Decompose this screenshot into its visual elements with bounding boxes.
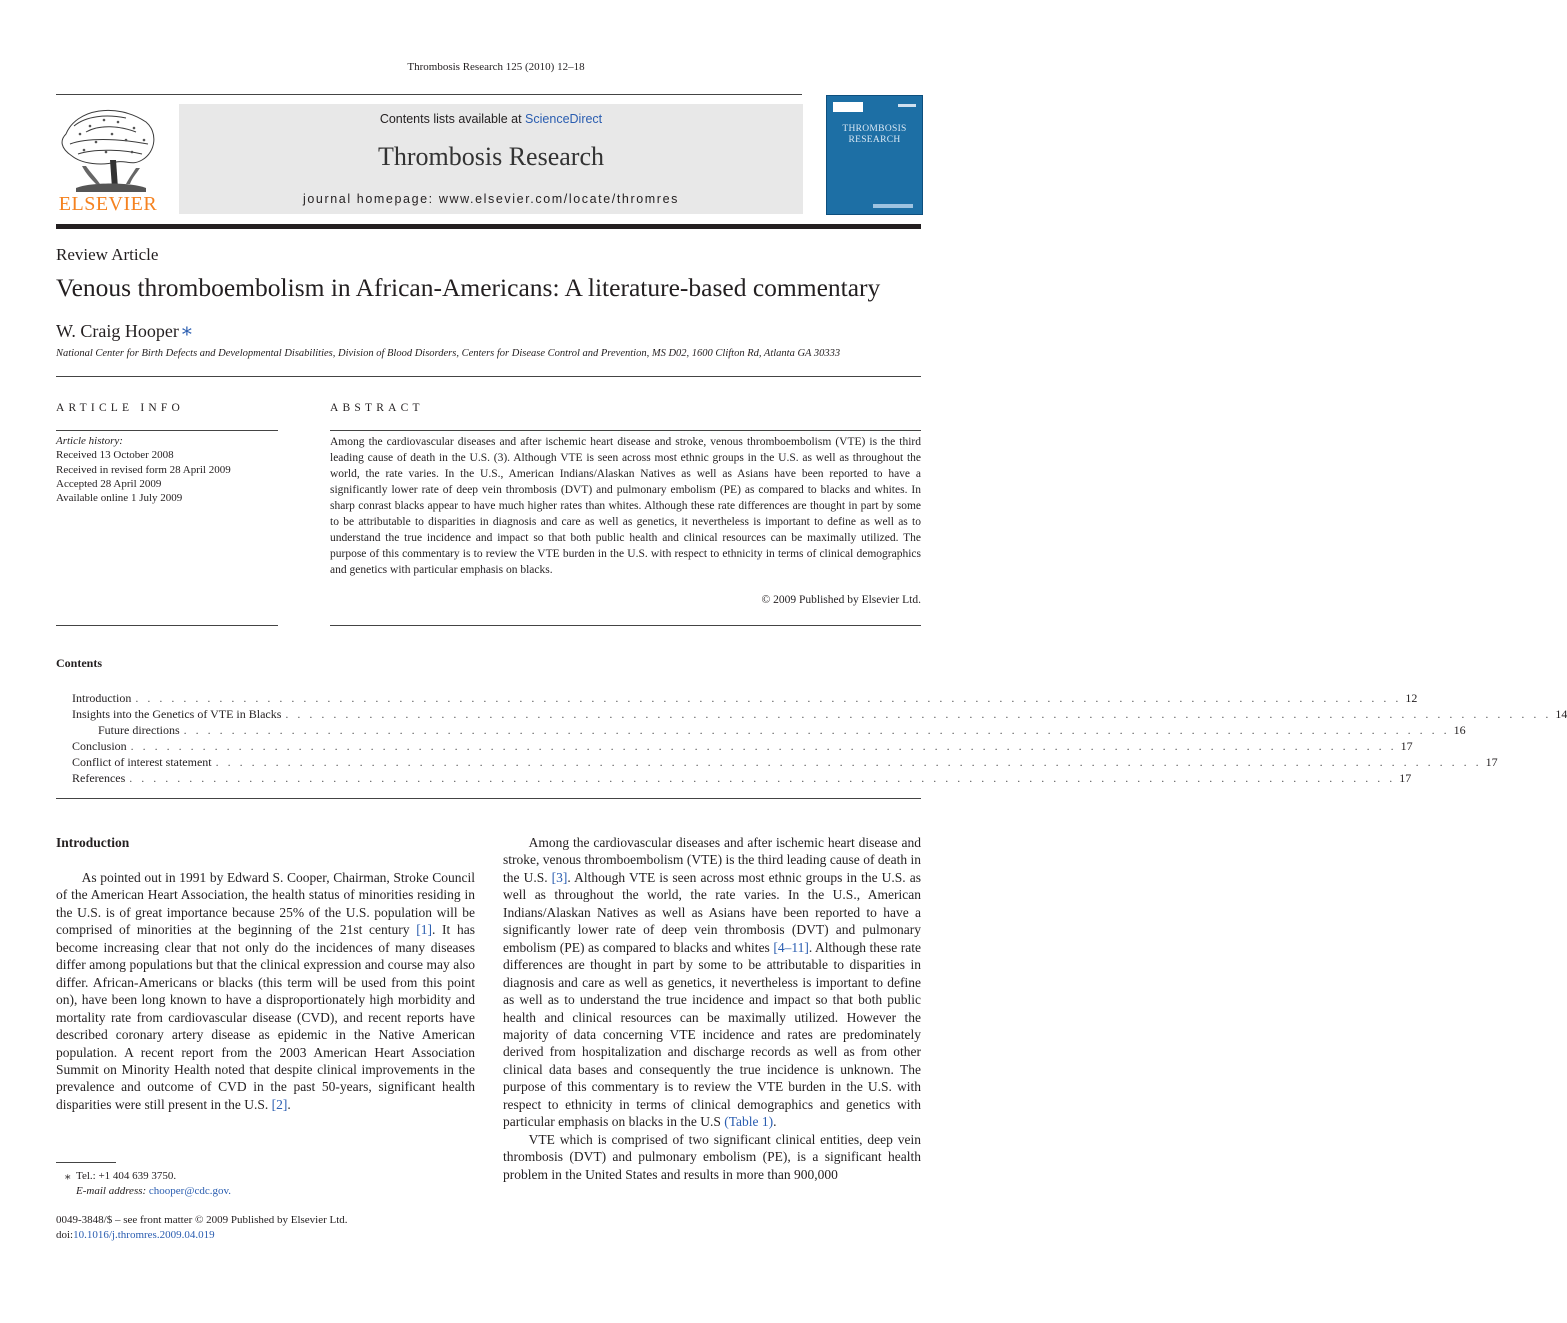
citation-link[interactable]: [1] (416, 922, 432, 938)
toc-leader: . . . . . . . . . . . . . . . . . . . . . . . . . . . . . . . . . . . . . . . . . . . . . . . . . . . . . . . . . . . . . . . . . . . . . . . . . . . . . . . . . . . . . . . . . . . . . . . . . . . . . . . . . . (130, 739, 1397, 753)
abstract-heading: ABSTRACT (330, 402, 424, 414)
journal-cover-thumbnail[interactable] (826, 95, 923, 215)
contents-bottom-rule (56, 798, 921, 799)
footnote-rule (56, 1162, 116, 1163)
article-type: Review Article (56, 245, 159, 264)
cover-footer-mark (873, 204, 913, 208)
abstract-text: Among the cardiovascular diseases and after ischemic heart disease and stroke, venous thromboembolism (VTE) is the third leading cause of death in the U.S. (3). Although VTE is seen across most ethnic groups in the U.S. as well as throughout the world, the rate varies. In the U.S., American Indians/Alaskan Natives as well as Asians have been reported to have a significantly lower rate of deep vein thrombosis (DVT) and pulmonary embolism (PE) as compared to blacks and whites. In sharp conrast blacks appear to have much higher rates than whites. Although these rate differences are thought in part by some to be attributable to disparities in diagnosis and care as well as genetics, it nevertheless is important to define as well as to understand the true incidence and impact so that both public health and clinical resources can be maximally utilized. The purpose of this commentary is to review the VTE burden in the U.S. with respect to ethnicity in terms of clinical demographics and genetics with particular emphasis on blacks. (330, 436, 921, 576)
abstract-bottom-rule (330, 625, 921, 626)
citation-link[interactable]: [2] (271, 1096, 288, 1112)
citation-link[interactable]: [4–11] (773, 939, 809, 955)
intro-paragraphs-right: Among the cardiovascular diseases and after ischemic heart disease and stroke, venous thromboembolism (VTE) is the third leading cause of death in the U.S. [3]. Although VTE is seen across most ethnic groups in the U.S. as well as throughout the world, the rate varies. In the U.S., American Indians/Alaskan Natives as well as Asians have been reported to have a significantly lower rate of deep vein thrombosis (DVT) and pulmonary embolism (PE) as compared to blacks and whites [4–11]. Although these rate differences are thought in part by some to be attributable to disparities in diagnosis and care as well as genetics, it nevertheless is important to define as well as to understand the true incidence and impact so that both public health and clinical resources can be maximally utilized. However the majority of data concerning VTE incidence and rates are predominately derived from hospitalization and discharge records as well as from other clinical data bases and consequently the true incidence is unknown. The purpose of this commentary is to review the VTE burden in the U.S. with respect to ethnicity in terms of clinical demographics and genetics with particular emphasis on blacks in the U.S (Table 1). VTE which is comprised of two significant clinical entities, deep vein thrombosis (DVT) and pulmonary embolism (PE), is a significant health problem in the United States and results in more than 900,000 (503, 835, 922, 1182)
header-rule (56, 94, 802, 95)
table-link[interactable]: (Table 1) (724, 1114, 774, 1130)
corresponding-author-mark[interactable]: ⁎ (181, 318, 192, 340)
abstract-rule (330, 430, 921, 431)
toc-leader: . . . . . . . . . . . . . . . . . . . . . . . . . . . . . . . . . . . . . . . . . . . . . . . . . . . . . . . . . . . . . . . . . . . . . . . . . . . . . . . . . . . . . . . . . . . . . . . . . . . . . . . . . . (129, 771, 1396, 785)
toc-entry-future-directions[interactable]: Future directions . . . . . . . . . . . . . . . . . . . . . . . . . . . . . . . . . . . . . . . . . . . . . . . . . . . . . . . . . . . . . . . . . . . . . . . . . . . . . . . . . . . . . . . . . . . . . . . . . . . . . . . . . . 16 (98, 723, 1466, 737)
sciencedirect-link[interactable]: ScienceDirect (525, 112, 603, 126)
article-info-rule (56, 430, 278, 431)
history-label: Article history: (56, 435, 123, 447)
corresponding-author-footnote: ⁎ Tel.: +1 404 639 3750. E-mail address: chooper@cdc.gov. (65, 1170, 232, 1197)
author-affiliation: National Center for Birth Defects and Developmental Disabilities, Division of Blood Disorders, Centers for Disease Control and Prevention, MS D02, 1600 Clifton Rd, Atlanta GA 30333 (56, 348, 841, 359)
toc-entry-genetics[interactable]: Insights into the Genetics of VTE in Blacks . . . . . . . . . . . . . . . . . . . . . . . . . . . . . . . . . . . . . . . . . . . . . . . . . . . . . . . . . . . . . . . . . . . . . . . . . . . . . . . . . . . . . . . . . . . . . . . . . . . . . . . . . . 14 (72, 707, 1567, 721)
toc-leader: . . . . . . . . . . . . . . . . . . . . . . . . . . . . . . . . . . . . . . . . . . . . . . . . . . . . . . . . . . . . . . . . . . . . . . . . . . . . . . . . . . . . . . . . . . . . . . . . . . . . . . . . . . (135, 691, 1402, 705)
article-history (56, 434, 231, 505)
intro-paragraph-left: As pointed out in 1991 by Edward S. Cooper, Chairman, Stroke Council of the American Heart Association, the health status of minorities residing in the U.S. is of great importance because 25% of the U.S. population will be comprised of minorities at the beginning of the 21st century [1]. It has become increasing clear that not only do the incidences of many diseases differ among populations but that the clinical expression and course may also differ. African-Americans or blacks (this term will be used from this point on), have been long known to have a disproportionately high morbidity and mortality rate from cardiovascular disease (CVD), and recent reports have described coronary artery disease as epidemic in the Native American population. A recent report from the 2003 American Heart Association Summit on Minority Health noted that despite clinical improvements in the prevalence and outcome of CVD in the past 50-years, significant health disparities were still present in the U.S. [2]. (56, 870, 475, 1112)
doi-link[interactable]: 10.1016/j.thromres.2009.04.019 (73, 1228, 215, 1241)
received-date: Received 13 October 2008 (56, 449, 174, 462)
toc-entry-conflict[interactable]: Conflict of interest statement . . . . . . . . . . . . . . . . . . . . . . . . . . . . . . . . . . . . . . . . . . . . . . . . . . . . . . . . . . . . . . . . . . . . . . . . . . . . . . . . . . . . . . . . . . . . . . . . . . . . . . . . . . 17 (72, 755, 1498, 769)
running-header: Thrombosis Research 125 (2010) 12–18 (407, 61, 585, 73)
citation-link[interactable]: [3] (551, 869, 568, 885)
article-title: Venous thromboembolism in African-Americans: A literature-based commentary (56, 273, 881, 302)
online-date: Available online 1 July 2009 (56, 492, 183, 505)
contents-heading: Contents (56, 656, 103, 670)
journal-homepage[interactable]: journal homepage: www.elsevier.com/locate/thromres (303, 192, 679, 206)
title-rule (56, 376, 921, 377)
cover-title: THROMBOSIS RESEARCH (842, 124, 907, 145)
toc-entry-references[interactable]: References . . . . . . . . . . . . . . . . . . . . . . . . . . . . . . . . . . . . . . . . . . . . . . . . . . . . . . . . . . . . . . . . . . . . . . . . . . . . . . . . . . . . . . . . . . . . . . . . . . . . . . . . . . 17 (72, 771, 1412, 785)
author-name: W. Craig Hooper (56, 321, 179, 341)
toc-entry-introduction[interactable]: Introduction . . . . . . . . . . . . . . . . . . . . . . . . . . . . . . . . . . . . . . . . . . . . . . . . . . . . . . . . . . . . . . . . . . . . . . . . . . . . . . . . . . . . . . . . . . . . . . . . . . . . . . . . . . 12 (72, 691, 1418, 705)
footnote-mark: ⁎ (65, 1170, 71, 1182)
issn-line: 0049-3848/$ – see front matter © 2009 Published by Elsevier Ltd. (56, 1214, 348, 1226)
author-telephone: Tel.: +1 404 639 3750. (76, 1170, 177, 1182)
cover-issn-mark (898, 104, 916, 107)
header-thick-rule (56, 224, 921, 229)
revised-date: Received in revised form 28 April 2009 (56, 463, 231, 476)
table-of-contents (72, 691, 1567, 787)
contents-available-line: Contents lists available at ScienceDirect (379, 112, 603, 126)
author-email-link[interactable]: chooper@cdc.gov. (148, 1184, 232, 1197)
author-line (56, 316, 192, 342)
article-info-heading: ARTICLE INFO (56, 402, 184, 414)
abstract-copyright: © 2009 Published by Elsevier Ltd. (761, 594, 921, 606)
toc-leader: . . . . . . . . . . . . . . . . . . . . . . . . . . . . . . . . . . . . . . . . . . . . . . . . . . . . . . . . . . . . . . . . . . . . . . . . . . . . . . . . . . . . . . . . . . . . . . . . . . . . . . . . . . (215, 755, 1482, 769)
accepted-date: Accepted 28 April 2009 (56, 477, 162, 490)
toc-leader: . . . . . . . . . . . . . . . . . . . . . . . . . . . . . . . . . . . . . . . . . . . . . . . . . . . . . . . . . . . . . . . . . . . . . . . . . . . . . . . . . . . . . . . . . . . . . . . . . . . . . . . . . . (285, 707, 1552, 721)
cover-publisher-mark (833, 102, 863, 112)
journal-banner (179, 104, 803, 214)
toc-leader: . . . . . . . . . . . . . . . . . . . . . . . . . . . . . . . . . . . . . . . . . . . . . . . . . . . . . . . . . . . . . . . . . . . . . . . . . . . . . . . . . . . . . . . . . . . . . . . . . . . . . . . . . . (183, 723, 1450, 737)
journal-title: Thrombosis Research (377, 142, 604, 171)
toc-entry-conclusion[interactable]: Conclusion . . . . . . . . . . . . . . . . . . . . . . . . . . . . . . . . . . . . . . . . . . . . . . . . . . . . . . . . . . . . . . . . . . . . . . . . . . . . . . . . . . . . . . . . . . . . . . . . . . . . . . . . . . 17 (72, 739, 1413, 753)
introduction-heading: Introduction (56, 835, 130, 850)
elsevier-tree-icon (56, 104, 160, 194)
page-footer: 0049-3848/$ – see front matter © 2009 Published by Elsevier Ltd. doi:10.1016/j.thromres.2009.04.019 (56, 1214, 348, 1241)
elsevier-wordmark[interactable]: ELSEVIER (58, 193, 158, 215)
article-info-bottom-rule (56, 625, 278, 626)
